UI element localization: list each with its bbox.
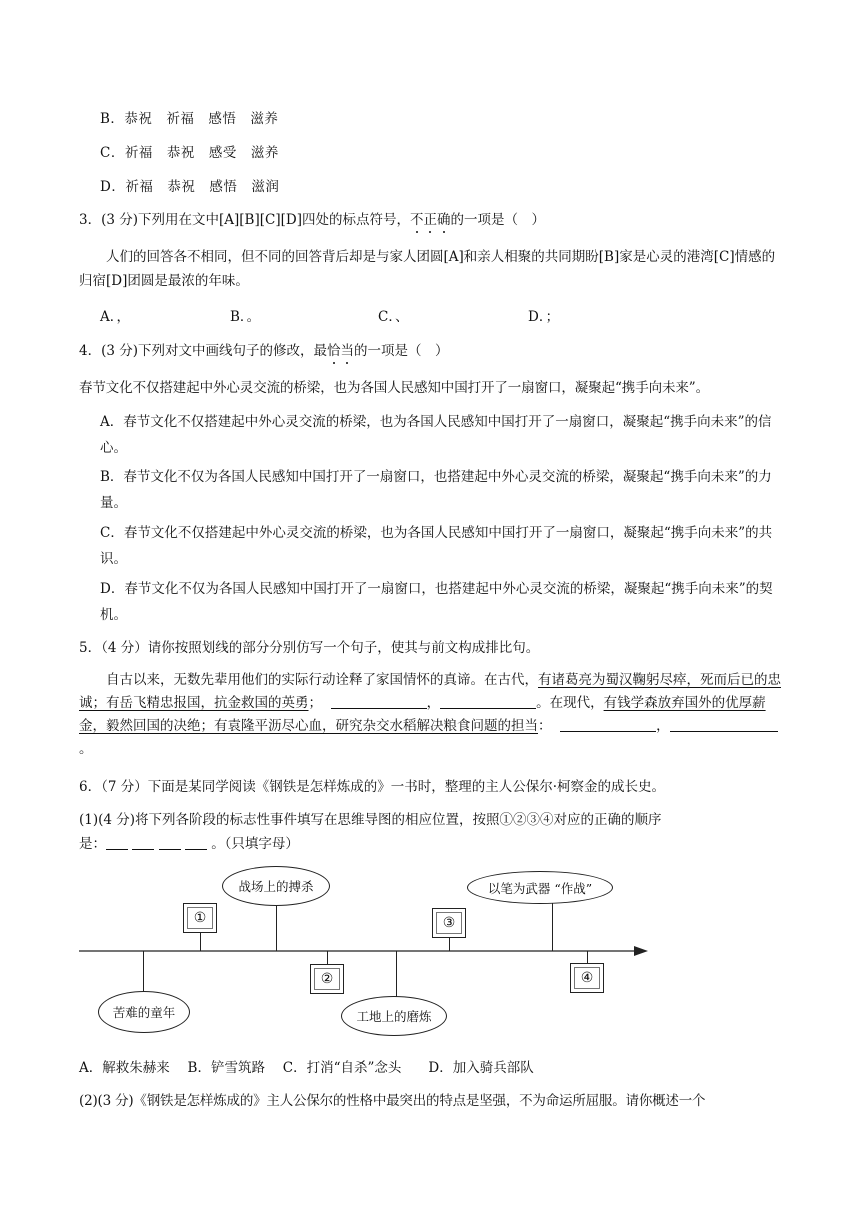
q5-text: 自古以来，无数先辈用他们的实际行动诠释了家国情怀的真谛。在古代，: [106, 672, 538, 688]
q6-stem: 6．（7 分）下面是某同学阅读《钢铁是怎样炼成的》一书时，整理的主人公保尔·柯察金的成长史。: [79, 779, 666, 795]
q4-option-b: B．春节文化不仅为各国人民感知中国打开了一扇窗口，也搭建起中外心灵交流的桥梁，凝聚起“携手向未来”的力量。: [100, 469, 772, 511]
q5-text: 。: [79, 741, 93, 757]
slot-4-box[interactable]: ④: [570, 963, 604, 993]
q5-text: ；: [308, 695, 322, 711]
stage-battlefield-node: 战场上的搏杀: [222, 866, 330, 906]
stage-writing-node: 以笔为武器 “作战”: [467, 871, 613, 904]
q4-sentence: 春节文化不仅搭建起中外心灵交流的桥梁，也为各国人民感知中国打开了一扇窗口，凝聚起“携手向未来”。: [79, 380, 710, 396]
q3-emphasis-char: 正: [423, 212, 437, 228]
q4-option-a: A．春节文化不仅搭建起中外心灵交流的桥梁，也为各国人民感知中国打开了一扇窗口，凝聚起“携手向未来”的信心。: [100, 414, 772, 456]
stage-construction-node: 工地上的磨炼: [341, 996, 447, 1036]
q3-option-d: D．；: [528, 309, 560, 325]
q5-stem: 5．（4 分）请你按照划线的部分分别仿写一个句子，使其与前文构成排比句。: [79, 640, 540, 656]
q5-text: 。在现代，: [536, 695, 604, 711]
q4-stem-end: 的一项是（ ）: [354, 343, 449, 359]
q4-option-d: D．春节文化不仅为各国人民感知中国打开了一扇窗口，也搭建起中外心灵交流的桥梁，凝聚起“携手向未来”的契机。: [100, 581, 773, 623]
q3-stem-text: 3．(3 分)下列用在文中[A][B][C][D]四处的标点符号，: [79, 212, 410, 228]
q6-sub1-text: 。（只填字母）: [211, 836, 299, 852]
slot-2-box[interactable]: ②: [310, 964, 344, 994]
connector-line: [396, 951, 397, 997]
q4-emphasis-char: 恰: [327, 343, 341, 359]
connector-line: [327, 951, 328, 965]
q3-emphasis-char: 不: [409, 212, 424, 228]
q6-sub1-text: 是：: [79, 836, 106, 852]
slot-1-box[interactable]: ①: [183, 903, 217, 933]
q3-emphasis-char: 确: [436, 212, 451, 228]
q2-option-c: C．祈福 恭祝 感受 滋养: [100, 145, 279, 161]
stage-childhood-node: 苦难的童年: [98, 991, 190, 1033]
connector-line: [143, 951, 144, 992]
q6-event-choices: A．解救朱赫来 B．铲雪筑路 C．打消“自杀”念头 D．加入骑兵部队: [79, 1060, 534, 1076]
connector-line: [200, 932, 201, 951]
q4-option-c: C．春节文化不仅搭建起中外心灵交流的桥梁，也为各国人民感知中国打开了一扇窗口，凝聚起“携手向未来”的共识。: [100, 525, 773, 567]
q4-stem-text: 4．(3 分)下列对文中画线句子的修改，最: [79, 343, 328, 359]
connector-line: [449, 937, 450, 951]
q3-passage: 人们的回答各不相同，但不同的回答背后却是与家人团圆[A]和亲人相聚的共同期盼[B]家是心灵的港湾[C]情感的归宿[D]团圆是最浓的年味。: [79, 249, 776, 289]
q5-underlined-sentence: 有钱学森放弃国外的优厚薪金，毅然回国的决绝；有袁隆平沥尽心血，研究杂交水稻解决粮食问题的担当: [79, 695, 766, 734]
q2-option-d: D．祈福 恭祝 感悟 滋润: [100, 179, 280, 195]
q5-text: ：: [538, 718, 552, 734]
slot-3-box[interactable]: ③: [432, 908, 466, 938]
q4-emphasis-char: 当: [340, 343, 355, 359]
q3-stem-end: 的一项是（ ）: [450, 212, 545, 228]
q6-sub1-line1: (1)(4 分)将下列各阶段的标志性事件填写在思维导图的相应位置，按照①②③④对应的正确的顺序: [79, 812, 662, 828]
connector-line: [552, 902, 553, 951]
q2-option-b: B．恭祝 祈福 感悟 滋养: [100, 111, 279, 127]
q6-sub2: (2)(3 分)《钢铁是怎样炼成的》主人公保尔的性格中最突出的特点是坚强，不为命运所屈服。请你概述一个: [79, 1093, 706, 1109]
q3-option-b: B．。: [230, 309, 261, 325]
q3-option-c: C．、: [378, 309, 409, 325]
q5-underlined-sentence: 有诸葛亮为蜀汉鞠躬尽瘁，死而后已的忠诚；有岳飞精忠报国，抗金救国的英勇: [79, 672, 781, 711]
q3-option-a: A．，: [100, 309, 130, 325]
q5-text: ，: [656, 718, 670, 734]
connector-line: [276, 905, 277, 951]
q5-text: ，: [426, 695, 441, 711]
